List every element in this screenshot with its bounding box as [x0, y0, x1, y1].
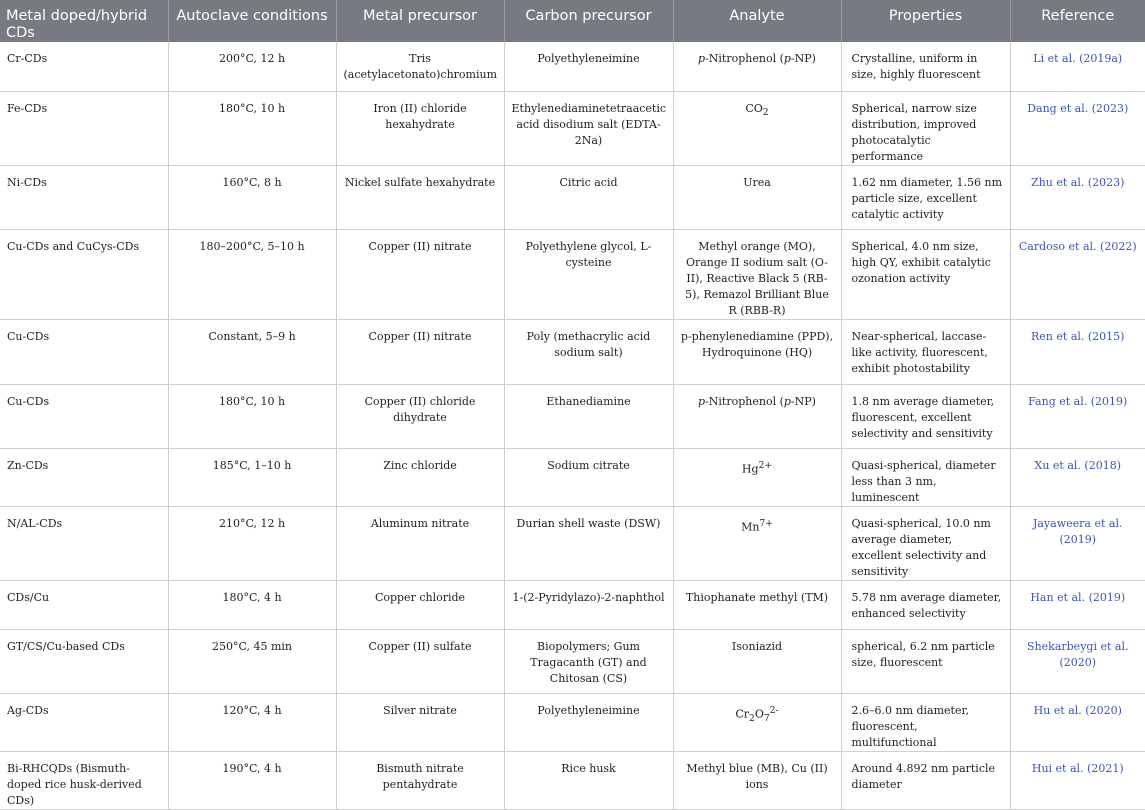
- cell-autoclave-conditions: 180°C, 4 h: [168, 580, 336, 629]
- cell-reference[interactable]: Hui et al. (2021): [1010, 751, 1145, 809]
- cell-reference[interactable]: Shekarbeygi et al. (2020): [1010, 629, 1145, 693]
- header-reference: Reference: [1010, 0, 1145, 42]
- cell-autoclave-conditions: 190°C, 4 h: [168, 751, 336, 809]
- cell-analyte: $CO_2$: [673, 91, 841, 165]
- table-row: [0, 42, 1145, 91]
- cell-metal-precursor: Aluminum nitrate: [336, 506, 504, 580]
- table-row: [0, 319, 1145, 384]
- table-row: [0, 693, 1145, 751]
- cell-autoclave-conditions: 250°C, 45 min: [168, 629, 336, 693]
- cell-cds: Bi-RHCQDs (Bismuth-doped rice husk-derived CDs): [0, 751, 168, 809]
- cell-carbon-precursor: Polyethyleneimine: [504, 693, 673, 751]
- cell-autoclave-conditions: 180°C, 10 h: [168, 91, 336, 165]
- cell-analyte: Urea: [673, 165, 841, 229]
- header-analyte: Analyte: [673, 0, 841, 42]
- cell-analyte: $Mn^{7+}$: [673, 506, 841, 580]
- cell-metal-precursor: Copper (II) nitrate: [336, 229, 504, 319]
- cell-analyte: Thiophanate methyl (TM): [673, 580, 841, 629]
- cell-metal-precursor: Iron (II) chloride hexahydrate: [336, 91, 504, 165]
- cell-autoclave-conditions: 180–200°C, 5–10 h: [168, 229, 336, 319]
- cell-reference[interactable]: Dang et al. (2023): [1010, 91, 1145, 165]
- cell-analyte: p-Nitrophenol (p-NP): [673, 42, 841, 91]
- cell-cds: Ag-CDs: [0, 693, 168, 751]
- cell-autoclave-conditions: 160°C, 8 h: [168, 165, 336, 229]
- cell-analyte: p-Nitrophenol (p-NP): [673, 384, 841, 448]
- cell-metal-precursor: Copper chloride: [336, 580, 504, 629]
- cell-reference[interactable]: Hu et al. (2020): [1010, 693, 1145, 751]
- cell-analyte: Isoniazid: [673, 629, 841, 693]
- cell-reference[interactable]: Cardoso et al. (2022): [1010, 229, 1145, 319]
- cell-reference[interactable]: Zhu et al. (2023): [1010, 165, 1145, 229]
- cell-carbon-precursor: Sodium citrate: [504, 448, 673, 506]
- cell-carbon-precursor: Ethylenediaminetetraacetic acid disodium salt (EDTA-2Na): [504, 91, 673, 165]
- header-autoclave: Autoclave conditions: [168, 0, 336, 42]
- cell-cds: Fe-CDs: [0, 91, 168, 165]
- cell-reference[interactable]: Fang et al. (2019): [1010, 384, 1145, 448]
- cell-cds: Zn-CDs: [0, 448, 168, 506]
- cell-autoclave-conditions: 180°C, 10 h: [168, 384, 336, 448]
- cell-carbon-precursor: 1-(2-Pyridylazo)-2-naphthol: [504, 580, 673, 629]
- cell-properties: Spherical, 4.0 nm size, high QY, exhibit catalytic ozonation activity: [841, 229, 1010, 319]
- cell-properties: Crystalline, uniform in size, highly fluorescent: [841, 42, 1010, 91]
- cell-metal-precursor: Copper (II) chloride dihydrate: [336, 384, 504, 448]
- cell-carbon-precursor: Biopolymers; Gum Tragacanth (GT) and Chitosan (CS): [504, 629, 673, 693]
- cell-properties: Quasi-spherical, 10.0 nm average diameter, excellent selectivity and sensitivity: [841, 506, 1010, 580]
- header-row: [0, 0, 1145, 42]
- cell-cds: Cu-CDs: [0, 319, 168, 384]
- cell-autoclave-conditions: 120°C, 4 h: [168, 693, 336, 751]
- cell-cds: GT/CS/Cu-based CDs: [0, 629, 168, 693]
- table-row: [0, 580, 1145, 629]
- cell-reference[interactable]: Han et al. (2019): [1010, 580, 1145, 629]
- cell-carbon-precursor: Ethanediamine: [504, 384, 673, 448]
- cell-autoclave-conditions: 200°C, 12 h: [168, 42, 336, 91]
- cell-autoclave-conditions: 185°C, 1–10 h: [168, 448, 336, 506]
- cell-metal-precursor: Copper (II) sulfate: [336, 629, 504, 693]
- table-row: [0, 229, 1145, 319]
- cell-metal-precursor: Tris (acetylacetonato)chromium: [336, 42, 504, 91]
- cell-metal-precursor: Zinc chloride: [336, 448, 504, 506]
- cell-autoclave-conditions: Constant, 5–9 h: [168, 319, 336, 384]
- table-row: [0, 448, 1145, 506]
- cell-cds: Cu-CDs and CuCys-CDs: [0, 229, 168, 319]
- cell-cds: CDs/Cu: [0, 580, 168, 629]
- cell-properties: 1.8 nm average diameter, fluorescent, excellent selectivity and sensitivity: [841, 384, 1010, 448]
- table-row: [0, 629, 1145, 693]
- header-properties: Properties: [841, 0, 1010, 42]
- table-row: [0, 506, 1145, 580]
- cell-analyte: $Cr_2O_7^{2-}$: [673, 693, 841, 751]
- cell-carbon-precursor: Durian shell waste (DSW): [504, 506, 673, 580]
- cell-reference[interactable]: Ren et al. (2015): [1010, 319, 1145, 384]
- header-carbon-precursor: Carbon precursor: [504, 0, 673, 42]
- cell-cds: Ni-CDs: [0, 165, 168, 229]
- cell-reference[interactable]: Jayaweera et al. (2019): [1010, 506, 1145, 580]
- cell-analyte: $Hg^{2+}$: [673, 448, 841, 506]
- table-row: [0, 91, 1145, 165]
- cell-properties: spherical, 6.2 nm particle size, fluorescent: [841, 629, 1010, 693]
- cell-carbon-precursor: Rice husk: [504, 751, 673, 809]
- cell-metal-precursor: Bismuth nitrate pentahydrate: [336, 751, 504, 809]
- cell-cds: Cr-CDs: [0, 42, 168, 91]
- cell-analyte: Methyl blue (MB), Cu (II) ions: [673, 751, 841, 809]
- cell-analyte: Methyl orange (MO), Orange II sodium salt (O-II), Reactive Black 5 (RB-5), Remazol Brilliant Blue R (RBB-R): [673, 229, 841, 319]
- cell-properties: 2.6–6.0 nm diameter, fluorescent, multifunctional: [841, 693, 1010, 751]
- cell-carbon-precursor: Citric acid: [504, 165, 673, 229]
- cell-properties: Quasi-spherical, diameter less than 3 nm, luminescent: [841, 448, 1010, 506]
- cell-autoclave-conditions: 210°C, 12 h: [168, 506, 336, 580]
- cell-properties: 5.78 nm average diameter, enhanced selectivity: [841, 580, 1010, 629]
- header-metal-precursor: Metal precursor: [336, 0, 504, 42]
- cell-reference[interactable]: Xu et al. (2018): [1010, 448, 1145, 506]
- cell-carbon-precursor: Polyethyleneimine: [504, 42, 673, 91]
- cell-properties: Near-spherical, laccase-like activity, fluorescent, exhibit photostability: [841, 319, 1010, 384]
- cell-metal-precursor: Copper (II) nitrate: [336, 319, 504, 384]
- cell-analyte: p-phenylenediamine (PPD), Hydroquinone (HQ): [673, 319, 841, 384]
- cell-properties: 1.62 nm diameter, 1.56 nm particle size, excellent catalytic activity: [841, 165, 1010, 229]
- cell-metal-precursor: Silver nitrate: [336, 693, 504, 751]
- cell-properties: Around 4.892 nm particle diameter: [841, 751, 1010, 809]
- cell-reference[interactable]: Li et al. (2019a): [1010, 42, 1145, 91]
- header-cds: Metal doped/hybrid CDs: [0, 0, 168, 42]
- cell-properties: Spherical, narrow size distribution, improved photocatalytic performance: [841, 91, 1010, 165]
- cell-metal-precursor: Nickel sulfate hexahydrate: [336, 165, 504, 229]
- table-row: [0, 165, 1145, 229]
- table-row: [0, 384, 1145, 448]
- cell-carbon-precursor: Polyethylene glycol, L-cysteine: [504, 229, 673, 319]
- cell-cds: N/AL-CDs: [0, 506, 168, 580]
- cell-cds: Cu-CDs: [0, 384, 168, 448]
- cell-carbon-precursor: Poly (methacrylic acid sodium salt): [504, 319, 673, 384]
